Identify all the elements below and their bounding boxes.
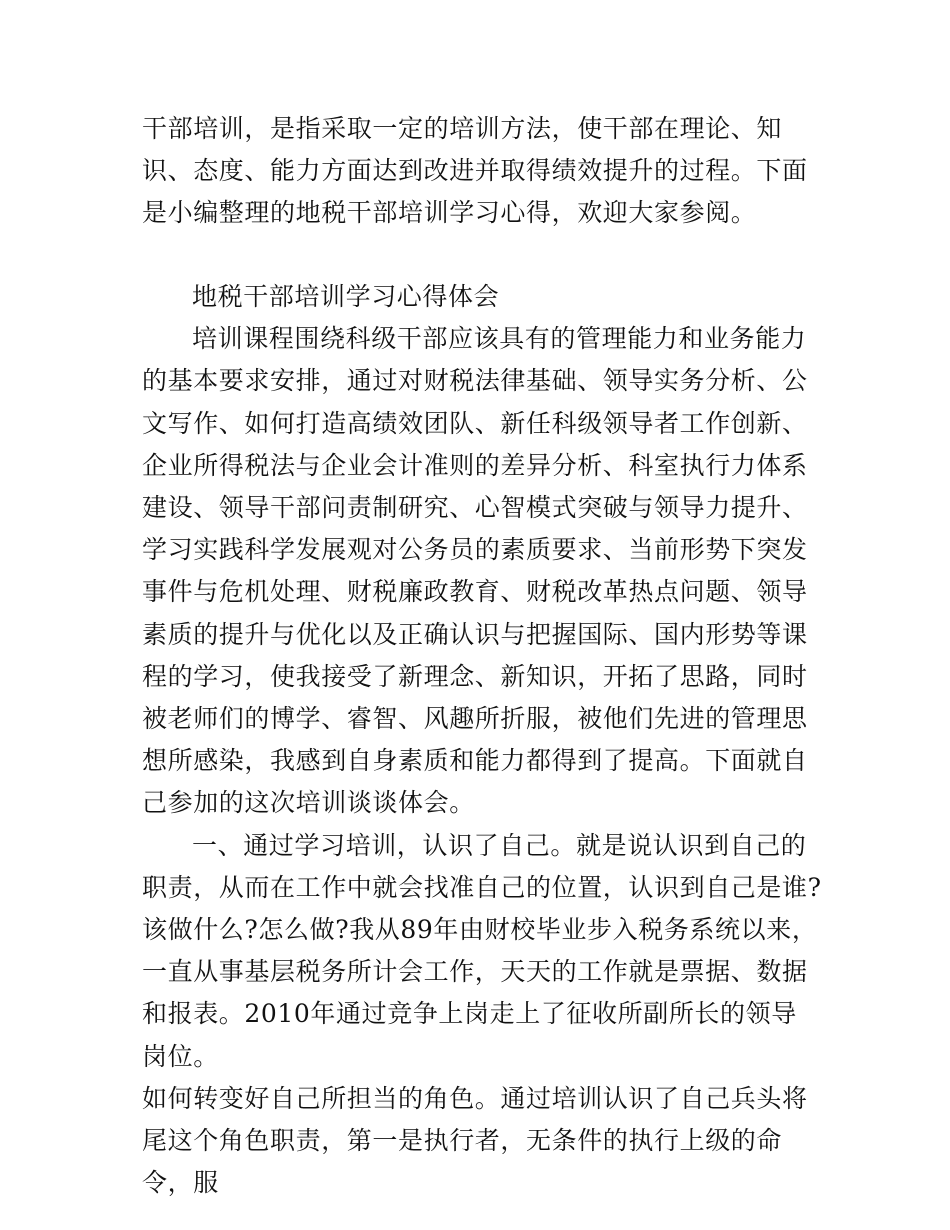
body-paragraph-3: 如何转变好自己所担当的角色。通过培训认识了自己兵头将尾这个角色职责，第一是执行者，无条件的执行上级的命令，服 [142,1083,808,1198]
intro-block [142,108,822,235]
body-paragraph-1: 培训课程围绕科级干部应该具有的管理能力和业务能力的基本要求安排，通过对财税法律基础、领导实务分析、公文写作、如何打造高绩效团队、新任科级领导者工作创新、企业所得税法与企业会计准则的差异分析、科室执行力体系建设、领导干部问责制研究、心智模式突破与领导力提升、学习实践科学发展观对公务员的素质要求、当前形势下突发事件与危机处理、财税廉政教育、财税改革热点问题、领导素质的提升与优化以及正确认识与把握国际、国内形势等课程的学习，使我接受了新理念、新知识，开拓了思路，同时被老师们的博学、睿智、风趣所折服，被他们先进的管理思想所感染，我感到自身素质和能力都得到了提高。下面就自己参加的这次培训谈谈体会。 [142,324,808,818]
article-heading: 地税干部培训学习心得体会 [192,282,500,311]
article-body [142,276,822,1204]
body-paragraph-2: 一、通过学习培训，认识了自己。就是说认识到自己的职责，从而在工作中就会找准自己的位置，认识到自己是谁?该做什么?怎么做?我从89年由财校毕业步入税务系统以来，一直从事基层税务所计会工作，天天的工作就是票据、数据和报表。2010年通过竞争上岗走上了征收所副所长的领导岗位。 [142,830,822,1071]
intro-paragraph: 干部培训，是指采取一定的培训方法，使干部在理论、知识、态度、能力方面达到改进并取得绩效提升的过程。下面是小编整理的地税干部培训学习心得，欢迎大家参阅。 [142,114,808,228]
